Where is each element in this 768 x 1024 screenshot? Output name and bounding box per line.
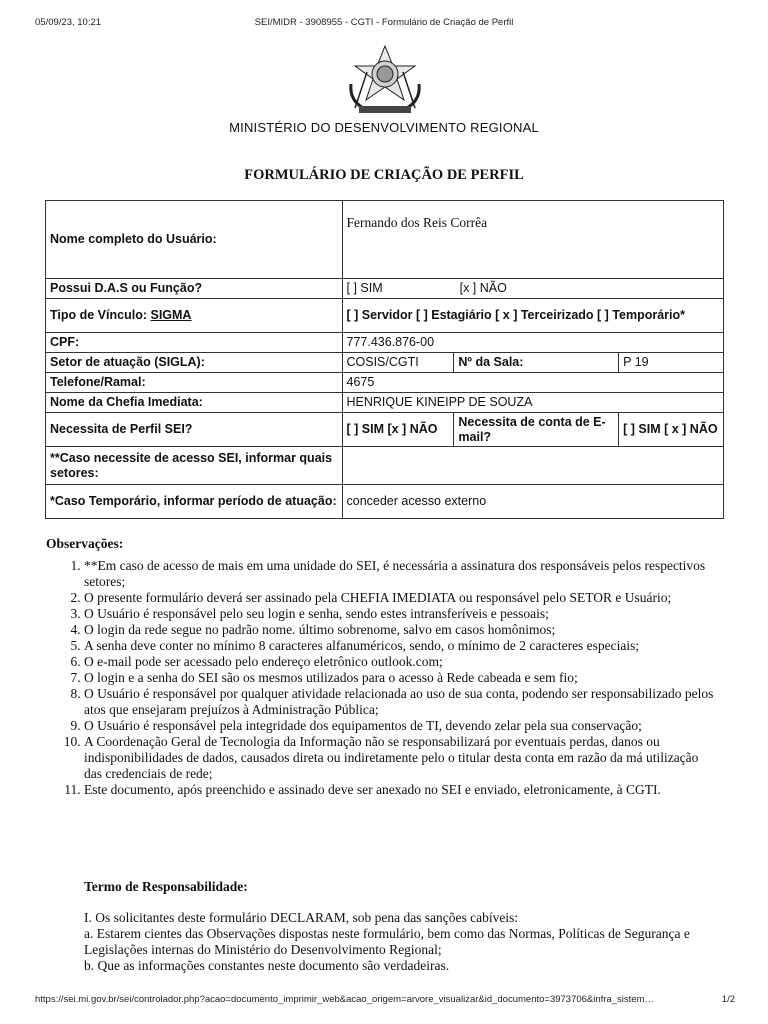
list-item: 10. A Coordenação Geral de Tecnologia da Informação não se responsabilizará por eventuais perdas, danos ou indisponibilidades de dados, causados direta ou indiretamente pelo o titular desta conta em razão da má utilização das credenciais de rede; <box>84 734 714 782</box>
form-title: FORMULÁRIO DE CRIAÇÃO DE PERFIL <box>244 167 524 183</box>
list-item: 8. O Usuário é responsável por qualquer atividade relacionada ao uso de sua conta, podendo ser responsabilizado pelos atos que ensejaram prejuízos à Administração Pública; <box>84 686 714 718</box>
setor-label: Setor de atuação (SIGLA): <box>46 353 343 373</box>
telefone-value: 4675 <box>342 373 724 393</box>
cpf-label: CPF: <box>46 333 343 353</box>
sigma-link: SIGMA <box>150 308 192 322</box>
email-options: [ ] SIM [ x ] NÃO <box>619 413 724 447</box>
vinculo-options: [ ] Servidor [ ] Estagiário [ x ] Terceirizado [ ] Temporário* <box>342 299 724 333</box>
list-item: 6. O e-mail pode ser acessado pelo endereço eletrônico outlook.com; <box>84 654 714 670</box>
list-item: 1. **Em caso de acesso de mais em uma unidade do SEI, é necessária a assinatura dos responsáveis pelos respectivos setores; <box>84 558 714 590</box>
perfil-sei-label: Necessita de Perfil SEI? <box>46 413 343 447</box>
sala-label: Nº da Sala: <box>454 353 619 373</box>
das-sim: [ ] SIM <box>346 281 383 295</box>
email-label: Necessita de conta de E-mail? <box>454 413 619 447</box>
vinculo-label: Tipo de Vínculo: SIGMA <box>46 299 343 333</box>
print-url: https://sei.mi.gov.br/sei/controlador.php?acao=documento_imprimir_web&acao_origem=arvore_visualizar&id_documento=3973706&infra_sistem… <box>35 994 654 1005</box>
list-item: 4. O login da rede segue no padrão nome. último sobrenome, salvo em casos homônimos; <box>84 622 714 638</box>
das-options <box>342 279 724 299</box>
list-item: 7. O login e a senha do SEI são os mesmos utilizados para o acesso à Rede cabeada e sem fio; <box>84 670 714 686</box>
termo-line-1: I. Os solicitantes deste formulário DECLARAM, sob pena das sanções cabíveis: <box>84 910 519 925</box>
termo-line-2: a. Estarem cientes das Observações dispostas neste formulário, bem como das Normas, Políticas de Segurança e Legislações internas do Ministério do Desenvolvimento Regional; <box>84 926 690 957</box>
caso-acesso-label: **Caso necessite de acesso SEI, informar quais setores: <box>46 447 343 485</box>
perfil-sei-options: [ ] SIM [x ] NÃO <box>342 413 454 447</box>
print-doc-title: SEI/MIDR - 3908955 - CGTI - Formulário de Criação de Perfil <box>254 17 514 28</box>
sala-value: P 19 <box>619 353 724 373</box>
caso-acesso-value <box>342 447 724 485</box>
termo-title: Termo de Responsabilidade: <box>84 879 248 894</box>
ministry-name: MINISTÉRIO DO DESENVOLVIMENTO REGIONAL <box>229 120 539 135</box>
chefia-value: HENRIQUE KINEIPP DE SOUZA <box>342 393 724 413</box>
setor-value: COSIS/CGTI <box>342 353 454 373</box>
profile-form-table <box>45 200 724 519</box>
observacoes-title: Observações: <box>46 536 124 551</box>
cpf-value: 777.436.876-00 <box>342 333 724 353</box>
coat-of-arms-icon <box>345 44 425 116</box>
observacoes-list <box>84 558 714 798</box>
list-item: 9. O Usuário é responsável pela integridade dos equipamentos de TI, devendo zelar pela sua conservação; <box>84 718 714 734</box>
termo-line-3: b. Que as informações constantes neste documento são verdadeiras. <box>84 958 450 973</box>
list-item: 2. O presente formulário deverá ser assinado pela CHEFIA IMEDIATA ou responsável pelo SETOR e Usuário; <box>84 590 714 606</box>
caso-temp-label: *Caso Temporário, informar período de atuação: <box>46 485 343 519</box>
termo-body <box>84 910 724 974</box>
name-value: Fernando dos Reis Corrêa <box>342 201 724 279</box>
print-datetime: 05/09/23, 10:21 <box>35 17 102 28</box>
caso-temp-value: conceder acesso externo <box>342 485 724 519</box>
name-label: Nome completo do Usuário: <box>46 201 343 279</box>
list-item: 5. A senha deve conter no mínimo 8 caracteres alfanuméricos, sendo, o mínimo de 2 caracteres especiais; <box>84 638 714 654</box>
das-nao: [x ] NÃO <box>459 281 507 295</box>
das-label: Possui D.A.S ou Função? <box>46 279 343 299</box>
list-item: 11. Este documento, após preenchido e assinado deve ser anexado no SEI e enviado, eletronicamente, à CGTI. <box>84 782 714 798</box>
chefia-label: Nome da Chefia Imediata: <box>46 393 343 413</box>
page-number: 1/2 <box>721 994 735 1005</box>
list-item: 3. O Usuário é responsável pelo seu login e senha, sendo estes intransferíveis e pessoais; <box>84 606 714 622</box>
telefone-label: Telefone/Ramal: <box>46 373 343 393</box>
